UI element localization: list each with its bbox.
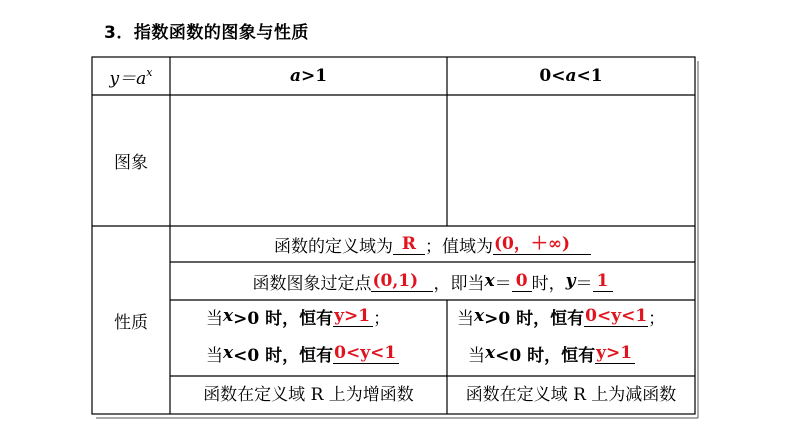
right-line1-answer: 0<y<1 [585, 305, 648, 326]
domain-answer: R [393, 234, 425, 255]
row-label-properties: 性质 [114, 312, 148, 333]
fixed-point-row: 函数图象过定点 (0,1) ，即当 x ＝ 0 时， y ＝ 1 [170, 262, 695, 300]
fixed-point-answer: (0,1) [371, 271, 433, 292]
left-monotonic: 函数在定义域 R 上为增函数 [203, 384, 414, 405]
header-function: $y=a^x$ [109, 65, 153, 89]
left-line1-answer: y>1 [333, 306, 373, 327]
x-answer: 0 [512, 271, 532, 292]
right-line2-answer: y>1 [595, 343, 635, 364]
section-title: 3．指数函数的图象与性质 [104, 23, 309, 43]
left-line2-answer: 0<y<1 [333, 343, 399, 364]
header-a-between-0-1: 0<a<1 [539, 66, 603, 86]
right-case-line1: 当 x >0 时，恒有 0<y<1 ； [457, 305, 666, 329]
domain-range-row: 函数的定义域为 R ；值域为 (0，＋∞) [170, 226, 695, 262]
row-label-image: 图象 [114, 153, 148, 173]
header-a-greater-1: a>1 [289, 66, 328, 86]
right-case-line2: 当 x <0 时，恒有 y>1 [468, 336, 635, 370]
graph-cell-a-greater-1 [170, 95, 447, 226]
y-answer: 1 [593, 271, 613, 292]
graph-cell-a-between-0-1 [447, 95, 695, 226]
range-answer: (0，＋∞) [493, 234, 591, 255]
left-case-line1: 当 x >0 时，恒有 y>1 ； [206, 305, 391, 329]
left-case-line2: 当 x <0 时，恒有 0<y<1 [206, 336, 399, 370]
right-monotonic: 函数在定义域 R 上为减函数 [465, 384, 677, 405]
